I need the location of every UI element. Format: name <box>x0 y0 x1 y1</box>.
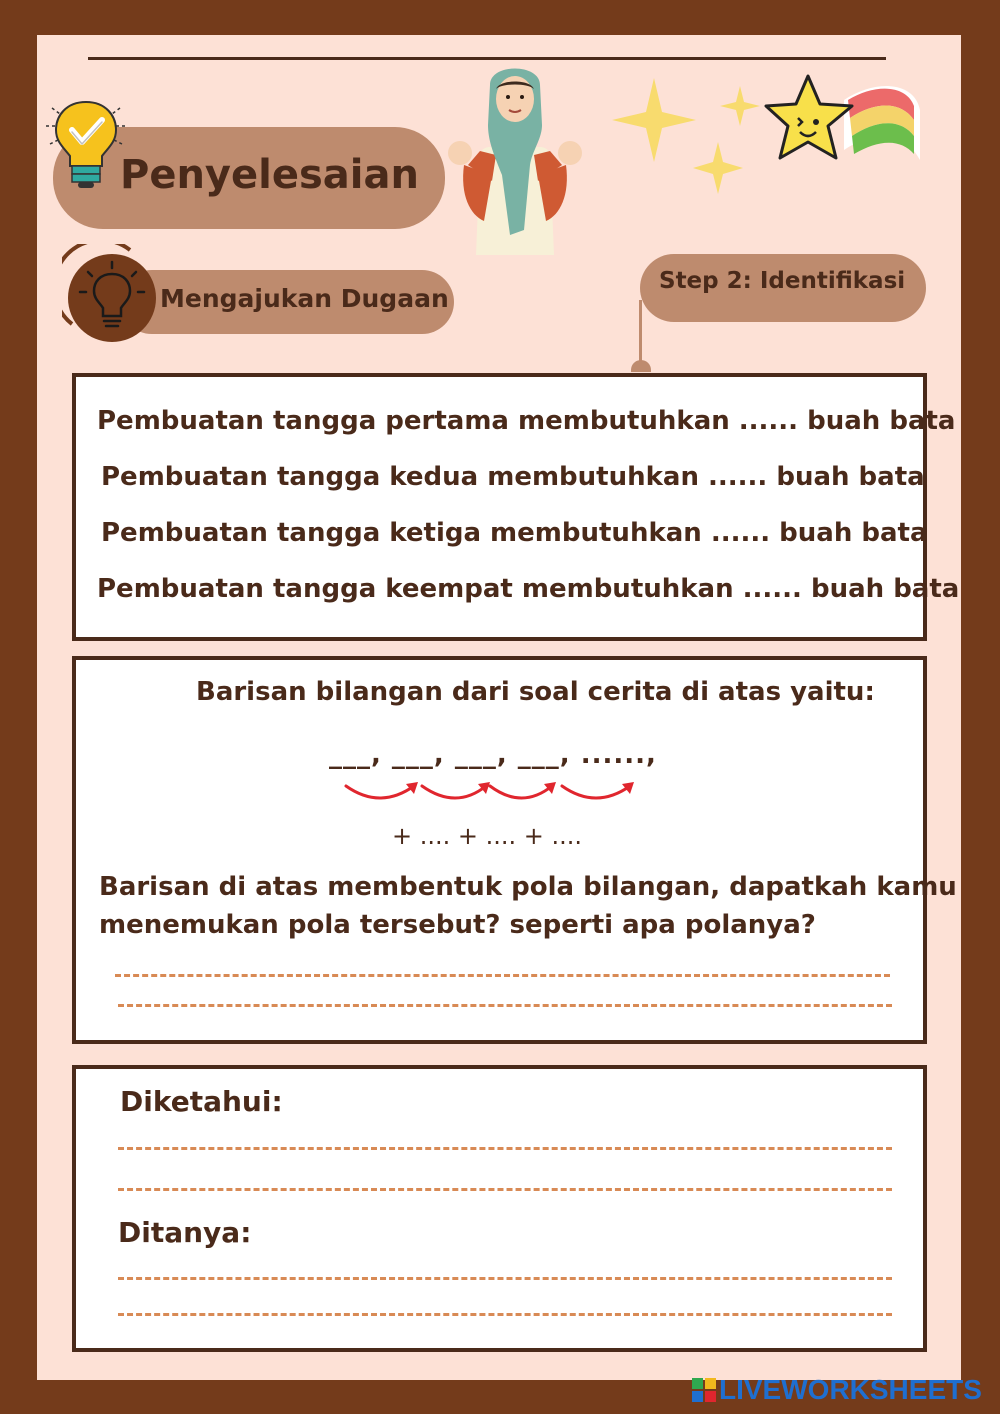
brick-line-2: Pembuatan tangga kedua membutuhkan ...... buah bata <box>101 462 925 492</box>
page-title: Penyelesaian <box>120 152 419 198</box>
answer-line-pattern-2[interactable] <box>118 1004 892 1007</box>
step-connector <box>639 300 642 366</box>
sequence-heading: Barisan bilangan dari soal cerita di atas yaitu: <box>196 677 875 707</box>
answer-line-pattern-1[interactable] <box>115 974 890 977</box>
sequence-blanks[interactable]: ___, ___, ___, ___, ......, <box>329 740 657 770</box>
hijab-woman-illustration <box>440 55 590 260</box>
question-box-sequence <box>72 656 927 1044</box>
answer-line-known-1[interactable] <box>118 1147 892 1150</box>
shooting-star-icon <box>764 70 924 170</box>
brick-line-3: Pembuatan tangga ketiga membutuhkan ...... buah bata <box>101 518 928 548</box>
sparkles-icon <box>608 78 768 198</box>
answer-line-asked-1[interactable] <box>118 1277 892 1280</box>
brick-line-4: Pembuatan tangga keempat membutuhkan ...... buah bata <box>97 574 960 604</box>
subtitle-label: Mengajukan Dugaan <box>160 284 449 313</box>
lightbulb-check-icon <box>44 96 128 192</box>
step-label: Step 2: Identifikasi <box>659 268 906 294</box>
liveworksheets-logo-icon <box>692 1378 716 1402</box>
brick-line-1: Pembuatan tangga pertama membutuhkan ...... buah bata <box>97 406 956 436</box>
pattern-question-2: menemukan pola tersebut? seperti apa polanya? <box>99 910 816 940</box>
liveworksheets-watermark <box>692 1375 982 1405</box>
pattern-question-1: Barisan di atas membentuk pola bilangan, dapatkah kamu <box>99 872 957 902</box>
answer-line-known-2[interactable] <box>118 1188 892 1191</box>
known-label: Diketahui: <box>120 1085 283 1118</box>
watermark-text: LIVEWORKSHEETS <box>719 1374 982 1405</box>
lightbulb-icon <box>62 244 162 348</box>
answer-line-asked-2[interactable] <box>118 1313 892 1316</box>
asked-label: Ditanya: <box>118 1216 252 1249</box>
difference-arrows <box>340 778 640 808</box>
difference-blanks[interactable]: + .... + .... + .... <box>392 822 583 850</box>
